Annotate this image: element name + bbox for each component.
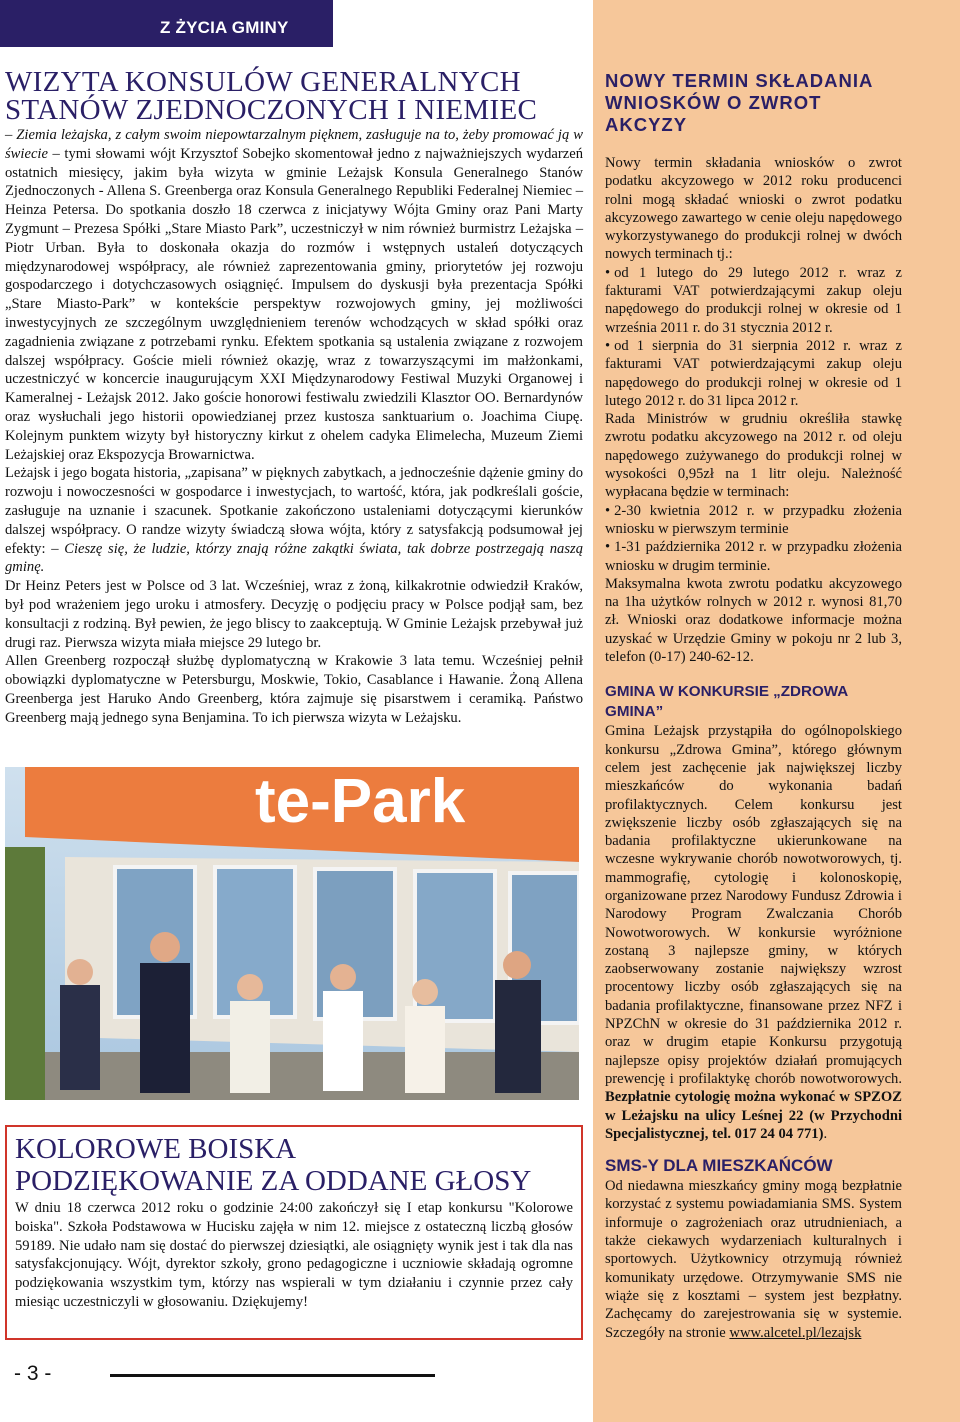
boiska-title (15, 1133, 573, 1197)
page-number: - 3 - (14, 1362, 52, 1385)
building-sign: te-Park (255, 767, 466, 836)
akcyza-bullet: • 1-31 października 2012 r. w przypadku złożenia wniosku w drugim terminie. (605, 539, 902, 574)
article-quote: – Ziemia leżajska, z całym swoim niepowtarzalnym pięknem, zasługuje na to, żeby promować ją w świecie (5, 127, 583, 162)
article-title-line1: WIZYTA KONSULÓW GENERALNYCH (5, 66, 521, 98)
akcyza-title-line1: NOWY TERMIN SKŁADANIA (605, 70, 874, 91)
article-title-line2: STANÓW ZJEDNOCZONYCH I NIEMIEC (5, 94, 538, 126)
kolorowe-boiska-box (5, 1125, 583, 1340)
group-photo (5, 767, 579, 1100)
zdrowa-gmina-text: Gmina Leżajsk przystąpiła do ogólnopolskiego konkursu „Zdrowa Gmina”, którego głównym celem jest zachęcenie jak największej liczby mieszkańców do wykonania badań profilaktycznych. Celem konkursu jest zwiększenie liczby osób zgłaszających się na badania profilaktyczne ukierunkowane na wczesne wykrywanie chorób nowotworowych, tj. mammografię, cytologię i kolonoskopię, organizowane przez Narodowy Fundusz Zdrowia i Narodowy Program Zwalczania Chorób Nowotworowych. W konkursie wyróżnione zostaną 3 najlepsze gminy, w których zaobserwowany zostanie największy wzrost procentowy liczby osób zgłaszających się na badania profilaktyczne, finansowane przez NFZ i NPZChN w okresie do 31 października 2012 r. oraz w drugim etapie Konkursu przygotują najlepsze opisy projektów działań promujących prewencję i profilaktykę chorób nowotworowych. Bezpłatnie cytologię można wykonać w SPZOZ w Leżajsku na ulicy Leśnej 22 (w Przychodni Specjalistycznej, tel. 017 24 04 771). (605, 723, 902, 1142)
article-title (5, 68, 583, 124)
boiska-text: W dniu 18 czerwca 2012 roku o godzinie 24:00 zakończył się I etap konkursu "Kolorowe boiska". Szkoła Podstawowa w Hucisku zajęła w nim 12. miejsce z ostateczną liczbą głosów 59189. Nie udało nam się dostać do pierwszej dziesiątki, ale osiągnięty wynik jest i tak dla nas satysfakcjonujący. Wójt, dyrektor szkoły, grono pedagogiczne i uczniowie składają ogromne podziękowania wszystkim tym, którzy nas wspierali w tym działaniu i czynnie przez cały miesiąc uczestniczyli w głosowaniu. Dziękujemy! (15, 1200, 573, 1310)
section-tab (0, 0, 333, 47)
alcetel-link[interactable]: www.alcetel.pl/lezajsk (729, 1324, 862, 1341)
article-body (5, 126, 583, 728)
sms-title: SMS-Y DLA MIESZKAŃCÓW (605, 1156, 833, 1176)
zdrowa-gmina-highlight: Bezpłatnie cytologię można wykonać w SPZOZ w Leżajsku na ulicy Leśnej 22 (w Przychodni Specjalistycznej, tel. 017 24 04 771) (605, 1089, 902, 1142)
article-paragraph: Leżajsk i jego bogata historia, „zapisana” w pięknych zabytkach, a jednocześnie dążenie gminy do rozwoju i nowoczesności w gospodarce i inwestycjach, to wartość, która, jak podkreślali goście, zasługuje na uznanie i szacunek. Spotkanie zakończono ustaleniami dotyczącymi kierunków dalszej współpracy. O randze wizyty świadczą słowa wójta, który z satysfakcją podsumował jej efekty: – Cieszę się, że ludzie, którzy znają różne zakątki świata, tak dobrze postrzegają naszą gminę. (5, 465, 583, 576)
footer-rule (110, 1374, 435, 1377)
akcyza-bullet: • 2-30 kwietnia 2012 r. w przypadku złożenia wniosku w pierwszym terminie (605, 502, 902, 537)
wojt-quote: – Cieszę się, że ludzie, którzy znają różne zakątki świata, tak dobrze postrzegają naszą gminę. (5, 540, 583, 576)
sidebar-content (605, 70, 902, 1342)
akcyza-intro: Nowy termin składania wniosków o zwrot podatku akcyzowego w 2012 roku producenci rolni mogą składać wnioski o zwrot podatku akcyzowego zawartego w cenie oleju napędowego wykorzystywanego do produkcji rolnej w dwóch nowych terminach tj.: (605, 155, 902, 263)
section-label: Z ŻYCIA GMINY (160, 18, 289, 37)
sms-text: Od niedawna mieszkańcy gminy mogą bezpłatnie korzystać z systemu powiadamiania SMS. System informuje o zagrożeniach oraz utrudnieniach, a także ciekawych wydarzeniach kulturalnych i sportowych. Użytkownicy otrzymują również komunikaty urzędowe. Otrzymywanie SMS nie wiąże się z kosztami – system jest bezpłatny. Zachęcamy do zarejestrowania się w systemie. Szczegóły na stronie www.alcetel.pl/lezajsk (605, 1178, 902, 1341)
article-paragraph: Dr Heinz Peters jest w Polsce od 3 lat. Wcześniej, wraz z żoną, kilkakrotnie odwiedził Kraków, był pod wrażeniem jego uroku i atmosfery. Decyzję o podjęciu pracy w Polsce podjął sam, bez konsultacji z rodziną. Był pewien, że jego bliscy to zaakceptują. W Gminie Leżajsk przebywał już drugi raz. Pierwsza wizyta miała miejsce 29 lutego br. (5, 578, 583, 651)
article-paragraph: Allen Greenberg rozpoczął służbę dyplomatyczną w Krakowie 3 lata temu. Wcześniej pełnił obowiązki dyplomatyczne w Petersburgu, Moskwie, Tokio, Casablance i Hawanie. Żoną Allena Greenberga jest Haruko Ando Greenberg, która zajmuje się pisarstwem i ceramiką. Państwo Greenberg mają jednego syna Benjamina. To ich pierwsza wizyta w Leżajsku. (5, 653, 583, 726)
akcyza-bullet: • od 1 sierpnia do 31 sierpnia 2012 r. wraz z fakturami VAT potwierdzającymi zakup oleju napędowego do produkcji rolnej w okresie od 1 lutego 2012 r. do 31 lipca 2012 r. (605, 337, 902, 409)
akcyza-title (605, 70, 902, 136)
akcyza-title-line2: WNIOSKÓW O ZWROT AKCYZY (605, 92, 822, 135)
akcyza-bullet: • od 1 lutego do 29 lutego 2012 r. wraz z fakturami VAT potwierdzającymi zakup oleju napędowego do produkcji rolnej w okresie od 1 września 2011 r. do 31 stycznia 2012 r. (605, 264, 902, 336)
boiska-title-line1: KOLOROWE BOISKA (15, 1133, 297, 1165)
sidebar (593, 0, 960, 1422)
zdrowa-gmina-title: GMINA W KONKURSIE „ZDROWA GMINA” (605, 683, 848, 721)
akcyza-rada: Rada Ministrów w grudniu określiła stawkę zwrotu podatku akcyzowego na 2012 r. od oleju napędowego zużywanego do produkcji rolnej w wysokości 0,95zł na 1 litr oleju. Należność wypłacana będzie w terminach: (605, 411, 902, 501)
boiska-title-line2: PODZIĘKOWANIE ZA ODDANE GŁOSY (15, 1165, 532, 1197)
article-paragraph: – Ziemia leżajska, z całym swoim niepowtarzalnym pięknem, zasługuje na to, żeby promować ją w świecie – tymi słowami wójt Krzysztof Sobejko skomentował jedno z najważniejszych wydarzeń ostatnich miesięcy, jakim była wizyta w gminie Leżajsk Konsula Generalnego Stanów Zjednoczonych - Allena S. Greenberga oraz Konsula Generalnego Republiki Federalnej Niemiec – Heinza Petersa. Do spotkania doszło 18 czerwca z inicjatywy Wójta Gminy oraz Pani Marty Zygmunt – Prezesa Spółki „Stare Miasto Park”, uczestniczył w nim również burmistrz Leżajska – Piotr Urban. Była to doskonała okazja do rozmów i wstępnych ustaleń dotyczących międzynarodowej współpracy, ale również zaprezentowania gminy, priorytetów jej rozwoju gospodarczego i dotychczasowych osiągnięć. Impulsem do dyskusji była prezentacja Spółki „Stare Miasto-Park” w kontekście perspektyw rozwojowych gminy, jej możliwości inwestycyjnych ze szczególnym uwzględnieniem terenów wchodzących w skład spółki oraz zagadnienia związane z potrzebami rynku. Efektem spotkania są ustalenia związane z rozwojem dalszej współpracy. Goście mieli również okazję, wraz z towarzyszącymi im małżonkami, uczestniczyć w koncercie inaugurującym XXI Międzynarodowy Festiwal Muzyki Organowej i Kameralnej - Leżajsk 2012. Jako goście honorowi festiwalu zwiedzili Klasztor OO. Bernardynów oraz wysłuchali jego historii opowiedzianej przez kustosza sanktuarium o. Joachima Ciupę. Kolejnym punktem wizyty był historyczny kirkut z ohelem cadyka Elimelecha, Muzeum Ziemi Leżajskiej oraz Ekspozycja Browarnictwa. (5, 127, 583, 463)
main-article (5, 68, 583, 728)
akcyza-max: Maksymalna kwota zwrotu podatku akcyzowego na 1ha użytków rolnych w 2012 r. wynosi 81,70 zł. Wnioski oraz dodatkowe informacje można uzyskać w Urzędzie Gminy w pokoju nr 2 lub 3, telefon (0-17) 240-62-12. (605, 575, 902, 666)
